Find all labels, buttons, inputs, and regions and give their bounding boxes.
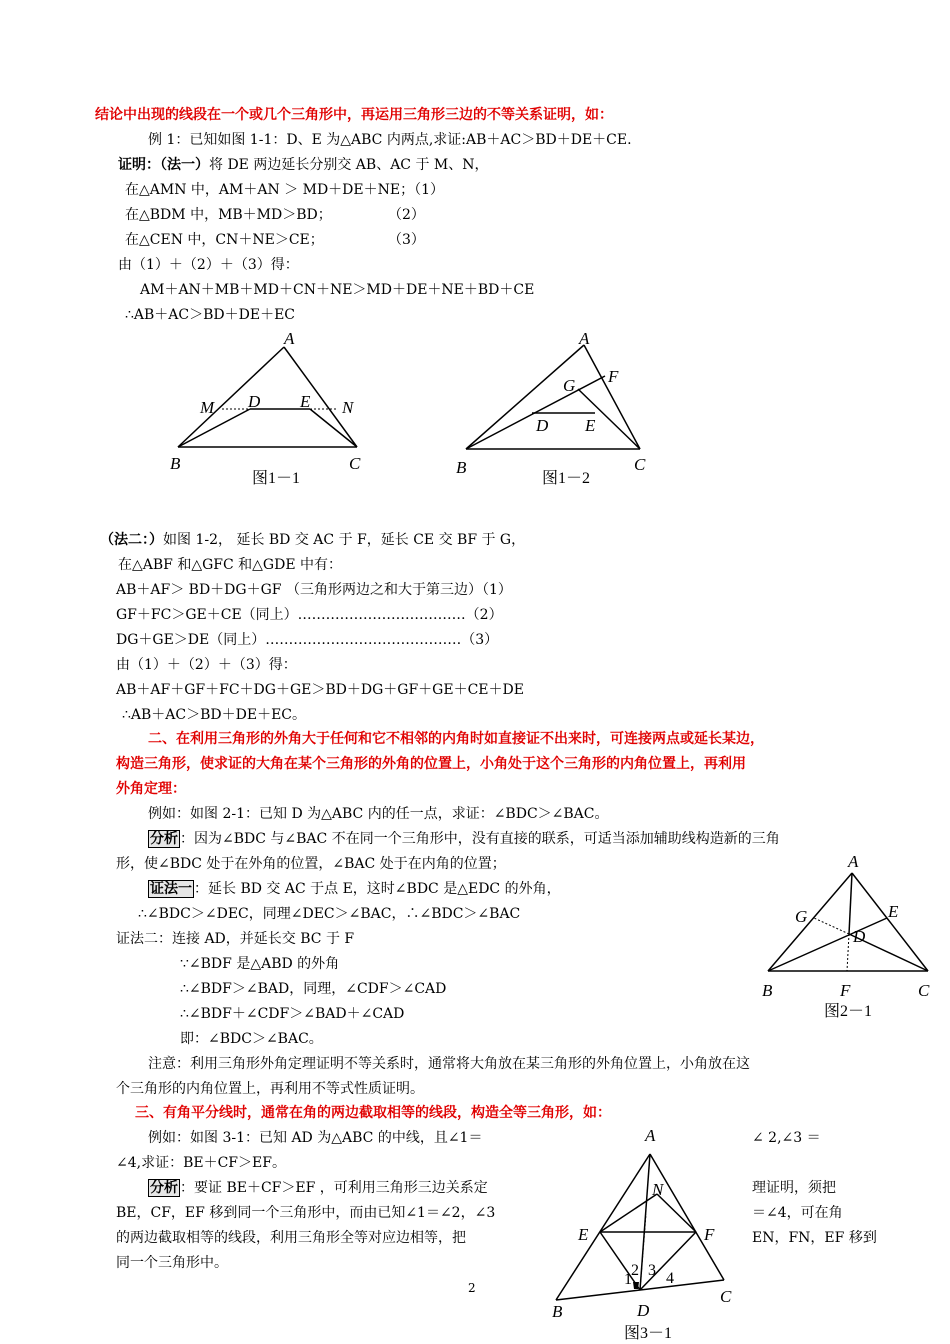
note-line: 个三角形的内角位置上，再利用不等式性质证明。 bbox=[116, 1081, 424, 1097]
point-n-label: N bbox=[342, 398, 354, 417]
vertex-b-label: B bbox=[456, 458, 467, 477]
vertex-a-label: A bbox=[645, 1126, 656, 1145]
analysis-label: 分析 bbox=[150, 831, 178, 847]
example3-statement-right: ∠ 2,∠3 ＝ bbox=[752, 1130, 821, 1146]
analysis3-line: 的两边截取相等的线段，利用三角形全等对应边相等，把 bbox=[116, 1230, 466, 1246]
figure-2-1 bbox=[750, 845, 945, 1025]
proof-line: 在△BDM 中，MB＋MD＞BD； bbox=[125, 207, 332, 223]
section3-heading: 三、有角平分线时，通常在角的两边截取相等的线段，构造全等三角形，如： bbox=[135, 1105, 611, 1121]
analysis3-line: 同一个三角形中。 bbox=[116, 1255, 228, 1271]
analysis3-line-right: ＝∠4，可在角 bbox=[752, 1205, 843, 1221]
point-d-label: D bbox=[248, 392, 261, 411]
point-d-label: D bbox=[637, 1301, 650, 1320]
proof2-method1-text: ：延长 BD 交 AC 于点 E，这时∠BDC 是△EDC 的外角， bbox=[194, 881, 561, 897]
proof-conclusion: 即：∠BDC＞∠BAC。 bbox=[180, 1031, 323, 1047]
analysis3-line: BE，CF，EF 移到同一个三角形中，而由已知∠1＝∠2，∠3 bbox=[116, 1205, 496, 1221]
point-f-label: F bbox=[840, 981, 851, 1000]
proof-line: ∵∠BDF 是△ABD 的外角 bbox=[180, 956, 340, 972]
figure-caption: 图1－1 bbox=[252, 470, 301, 487]
proof-line-number: （2） bbox=[388, 207, 425, 223]
analysis3-line-right: EN，FN，EF 移到 bbox=[752, 1230, 877, 1246]
vertex-a-label: A bbox=[284, 329, 295, 348]
section1-intro: 结论中出现的线段在一个或几个三角形中，再运用三角形三边的不等关系证明，如： bbox=[95, 107, 613, 123]
proof-method2-text: 如图 1-2， 延长 BD 交 AC 于 F，延长 CE 交 BF 于 G， bbox=[163, 532, 526, 548]
proof-method1-label: 证明：（法一） bbox=[118, 157, 209, 173]
page-number: 2 bbox=[468, 1281, 476, 1295]
point-e-label: E bbox=[888, 902, 899, 921]
example1-statement: 例 1：已知如图 1-1：D、E 为△ABC 内两点,求证:AB＋AC＞BD＋DE＋CE. bbox=[148, 132, 632, 148]
point-m-label: M bbox=[200, 398, 215, 417]
proof-line: GF＋FC＞GE＋CE（同上）………………………………（2） bbox=[116, 607, 503, 623]
proof-line: AM＋AN＋MB＋MD＋CN＋NE＞MD＋DE＋NE＋BD＋CE bbox=[140, 282, 535, 298]
analysis3-label: 分析 bbox=[150, 1180, 178, 1196]
analysis3-line-right: 理证明，须把 bbox=[752, 1180, 836, 1196]
section2-heading-cont: 外角定理： bbox=[116, 781, 186, 797]
figure-1-1 bbox=[160, 325, 380, 490]
vertex-b-label: B bbox=[170, 454, 181, 473]
proof2-method2: 证法二：连接 AD，并延长交 BC 于 F bbox=[116, 931, 355, 947]
vertex-c-label: C bbox=[720, 1287, 732, 1306]
proof-line: ∴∠BDF＋∠CDF＞∠BAD＋∠CAD bbox=[180, 1006, 405, 1022]
proof-line: ∴∠BDF＞∠BAD，同理，∠CDF＞∠CAD bbox=[180, 981, 447, 997]
vertex-b-label: B bbox=[762, 981, 773, 1000]
angle-2-label: 2 bbox=[631, 1262, 639, 1279]
vertex-c-label: C bbox=[349, 454, 361, 473]
proof-line: 在△ABF 和△GFC 和△GDE 中有： bbox=[118, 557, 342, 573]
point-n-label: N bbox=[652, 1180, 664, 1199]
proof-line-number: （3） bbox=[388, 232, 425, 248]
figure-3-1 bbox=[540, 1122, 750, 1344]
proof-line: AB＋AF＋GF＋FC＋DG＋GE＞BD＋DG＋GF＋GE＋CE＋DE bbox=[116, 682, 524, 698]
proof2-method1 bbox=[148, 879, 561, 899]
proof-method2-label: （法二：） bbox=[100, 532, 163, 548]
proof-line: DG＋GE＞DE（同上）……………………………………（3） bbox=[116, 632, 499, 648]
example2-statement: 例如：如图 2-1：已知 D 为△ABC 内的任一点，求证：∠BDC＞∠BAC。 bbox=[148, 806, 609, 822]
point-e-label: E bbox=[585, 416, 596, 435]
proof2-method1-label: 证法一 bbox=[150, 881, 192, 897]
point-f-label: F bbox=[704, 1225, 715, 1244]
analysis-text: ：因为∠BDC 与∠BAC 不在同一个三角形中，没有直接的联系，可适当添加辅助线构造新的三角 bbox=[180, 831, 780, 847]
analysis3-text: ：要证 BE＋CF＞EF ，可利用三角形三边关系定 bbox=[180, 1180, 488, 1196]
proof-method2 bbox=[100, 530, 525, 550]
proof-method1-text: 将 DE 两边延长分别交 AB、AC 于 M、N， bbox=[209, 157, 489, 173]
note-line: 注意：利用三角形外角定理证明不等关系时，通常将大角放在某三角形的外角位置上，小角放在这 bbox=[148, 1056, 750, 1072]
section2-heading-cont: 构造三角形，使求证的大角在某个三角形的外角的位置上，小角处于这个三角形的内角位置上，再利用 bbox=[116, 756, 746, 772]
proof-line: AB＋AF＞ BD＋DG＋GF （三角形两边之和大于第三边）（1） bbox=[116, 582, 512, 598]
figure-caption: 图3－1 bbox=[624, 1325, 673, 1342]
proof-line: 在△AMN 中，AM＋AN ＞ MD＋DE＋NE；（1） bbox=[125, 182, 444, 198]
figure-caption: 图2－1 bbox=[824, 1003, 873, 1020]
vertex-a-label: A bbox=[579, 329, 590, 348]
proof-conclusion: ∴AB＋AC＞BD＋DE＋EC。 bbox=[122, 707, 307, 723]
figure-1-2 bbox=[450, 325, 670, 490]
vertex-a-label: A bbox=[848, 852, 859, 871]
analysis-line bbox=[148, 829, 780, 849]
example3-statement: 例如：如图 3-1：已知 AD 为△ABC 的中线，且∠1＝ bbox=[148, 1130, 483, 1146]
point-f-label: F bbox=[608, 367, 619, 386]
vertex-c-label: C bbox=[634, 455, 646, 474]
figure-caption: 图1－2 bbox=[542, 470, 591, 487]
point-e-label: E bbox=[578, 1225, 589, 1244]
example3-statement-cont: ∠4,求证：BE＋CF＞EF。 bbox=[116, 1155, 286, 1171]
angle-marker bbox=[633, 1282, 639, 1289]
proof-line: ∴∠BDC＞∠DEC，同理∠DEC＞∠BAC，∴∠BDC＞∠BAC bbox=[138, 906, 521, 922]
section2-heading: 二、在利用三角形的外角大于任何和它不相邻的内角时如直接证不出来时，可连接两点或延长某边， bbox=[148, 731, 764, 747]
angle-3-label: 3 bbox=[648, 1262, 656, 1279]
proof-line: 在△CEN 中，CN＋NE＞CE； bbox=[125, 232, 324, 248]
vertex-b-label: B bbox=[552, 1302, 563, 1321]
analysis3-line bbox=[148, 1178, 488, 1198]
angle-4-label: 4 bbox=[666, 1270, 674, 1287]
point-d-label: D bbox=[853, 927, 866, 946]
proof-line: 由（1）＋（2）＋（3）得： bbox=[118, 257, 299, 273]
point-d-label: D bbox=[536, 416, 549, 435]
proof-line: 由（1）＋（2）＋（3）得： bbox=[116, 657, 297, 673]
proof-conclusion: ∴AB＋AC＞BD＋DE＋EC bbox=[125, 307, 296, 323]
analysis-line: 形，使∠BDC 处于在外角的位置，∠BAC 处于在内角的位置； bbox=[116, 856, 506, 872]
point-g-label: G bbox=[795, 907, 808, 926]
point-e-label: E bbox=[300, 392, 311, 411]
angle-1-label: 1 bbox=[624, 1271, 632, 1288]
proof-method1 bbox=[118, 155, 489, 175]
vertex-c-label: C bbox=[918, 981, 930, 1000]
point-g-label: G bbox=[563, 376, 576, 395]
